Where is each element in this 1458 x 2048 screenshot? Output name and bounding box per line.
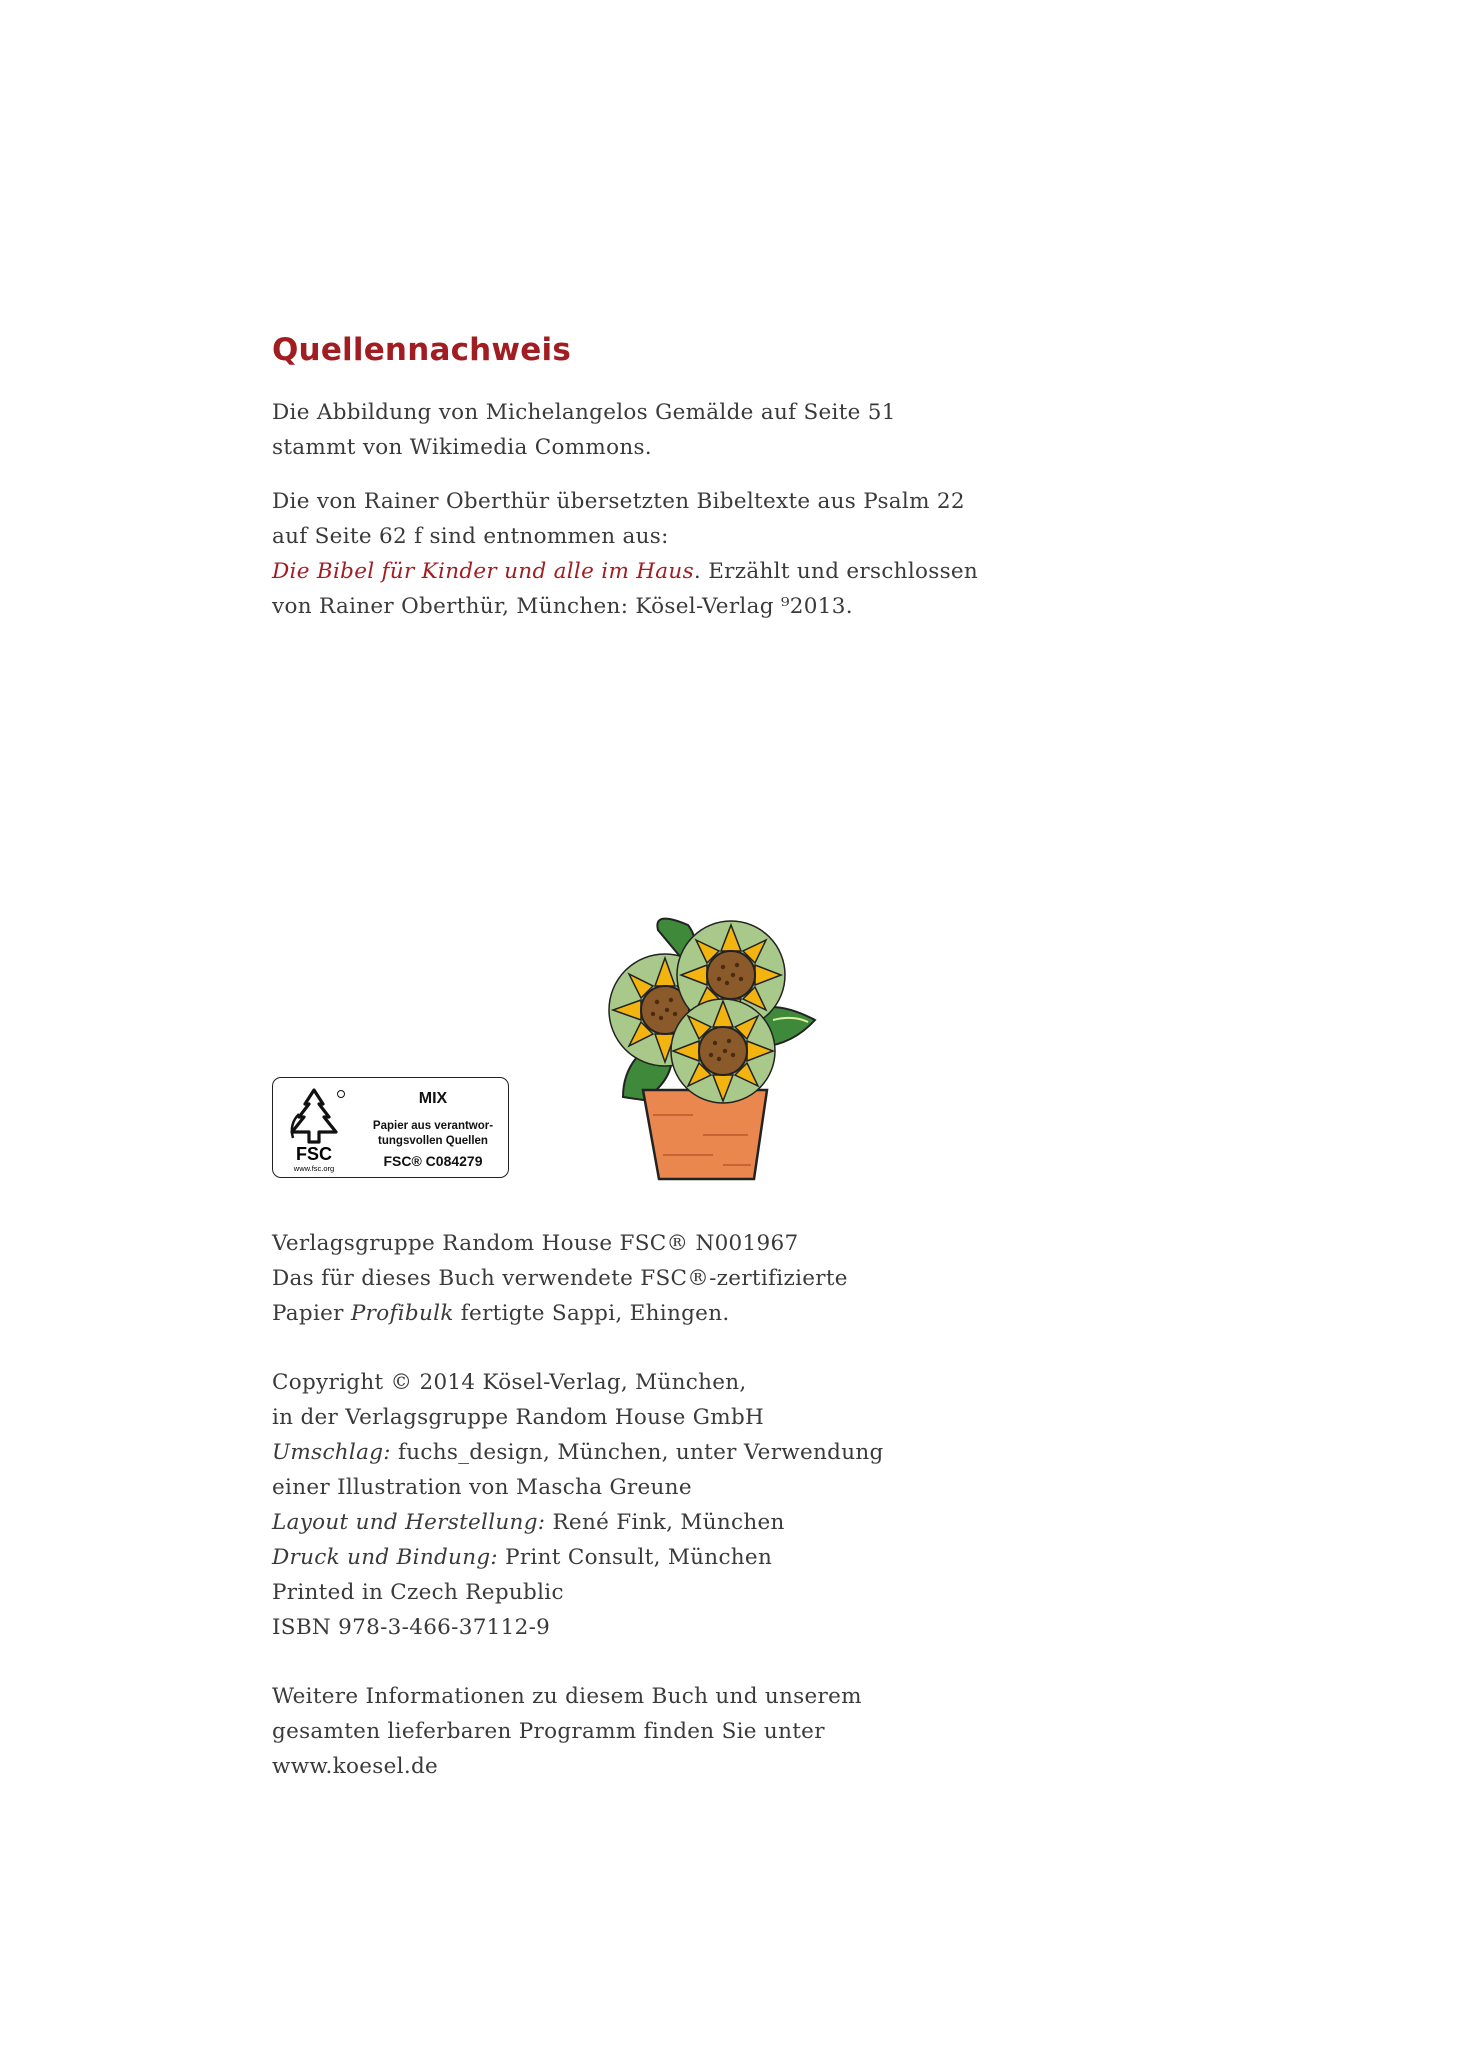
paper-info-paragraph xyxy=(272,1226,848,1331)
text-line: stammt von Wikimedia Commons. xyxy=(272,435,652,460)
fsc-desc-line: Papier aus verantwor- xyxy=(372,1120,494,1132)
text-line: von Rainer Oberthür, München: Kösel-Verlag ⁹2013. xyxy=(272,594,853,619)
credit-value: Print Consult, München xyxy=(497,1545,773,1570)
text-line: Die Abbildung von Michelangelos Gemälde auf Seite 51 xyxy=(272,400,896,425)
website-url: www.koesel.de xyxy=(272,1754,439,1779)
bible-source-paragraph xyxy=(272,484,978,624)
text-fragment: fertigte Sappi, Ehingen. xyxy=(453,1301,730,1326)
section-heading: Quellennachweis xyxy=(272,332,571,368)
credit-value: René Fink, München xyxy=(545,1510,785,1535)
text-line: Weitere Informationen zu diesem Buch und unserem xyxy=(272,1684,862,1709)
text-fragment: . Erzählt und erschlossen xyxy=(693,559,979,584)
book-title: Die Bibel für Kinder und alle im Haus xyxy=(272,559,694,584)
fsc-tree-logo-icon xyxy=(279,1084,349,1174)
text-line: einer Illustration von Mascha Greune xyxy=(272,1475,692,1500)
text-line: Verlagsgruppe Random House FSC® N001967 xyxy=(272,1231,799,1256)
isbn-line: ISBN 978-3-466-37112-9 xyxy=(272,1615,551,1640)
text-fragment: Papier xyxy=(272,1301,351,1326)
text-line: gesamten lieferbaren Programm finden Sie unter xyxy=(272,1719,825,1744)
fsc-logo-text: FSC xyxy=(296,1144,332,1164)
more-info-paragraph xyxy=(272,1679,862,1784)
copyright-line: Copyright © 2014 Kösel-Verlag, München, xyxy=(272,1370,747,1395)
text-line: Die von Rainer Oberthür übersetzten Bibeltexte aus Psalm 22 xyxy=(272,489,965,514)
text-line xyxy=(272,1540,884,1575)
fsc-logo-url: www.fsc.org xyxy=(293,1164,335,1173)
text-line: in der Verlagsgruppe Random House GmbH xyxy=(272,1405,765,1430)
text-line xyxy=(272,554,978,589)
image-credit-paragraph xyxy=(272,395,896,465)
fsc-description xyxy=(361,1119,505,1149)
text-line: Printed in Czech Republic xyxy=(272,1580,564,1605)
fsc-desc-line: tungsvollen Quellen xyxy=(378,1135,488,1147)
imprint-paragraph xyxy=(272,1365,884,1645)
text-line xyxy=(272,1296,848,1331)
text-line: auf Seite 62 f sind entnommen aus: xyxy=(272,524,669,549)
fsc-label xyxy=(272,1077,509,1178)
fsc-license-code: FSC® C084279 xyxy=(383,1153,483,1169)
text-line xyxy=(272,1435,884,1470)
text-line: Das für dieses Buch verwendete FSC®-zertifizierte xyxy=(272,1266,848,1291)
text-line xyxy=(272,1505,884,1540)
credit-value: fuchs_design, München, unter Verwendung xyxy=(390,1440,884,1465)
credit-label: Umschlag: xyxy=(272,1440,391,1465)
credit-label: Druck und Bindung: xyxy=(272,1545,498,1570)
credit-label: Layout und Herstellung: xyxy=(272,1510,546,1535)
paper-name: Profibulk xyxy=(350,1301,454,1326)
sunflower-pot-illustration xyxy=(583,915,823,1185)
fsc-mix-label: MIX xyxy=(418,1090,448,1107)
